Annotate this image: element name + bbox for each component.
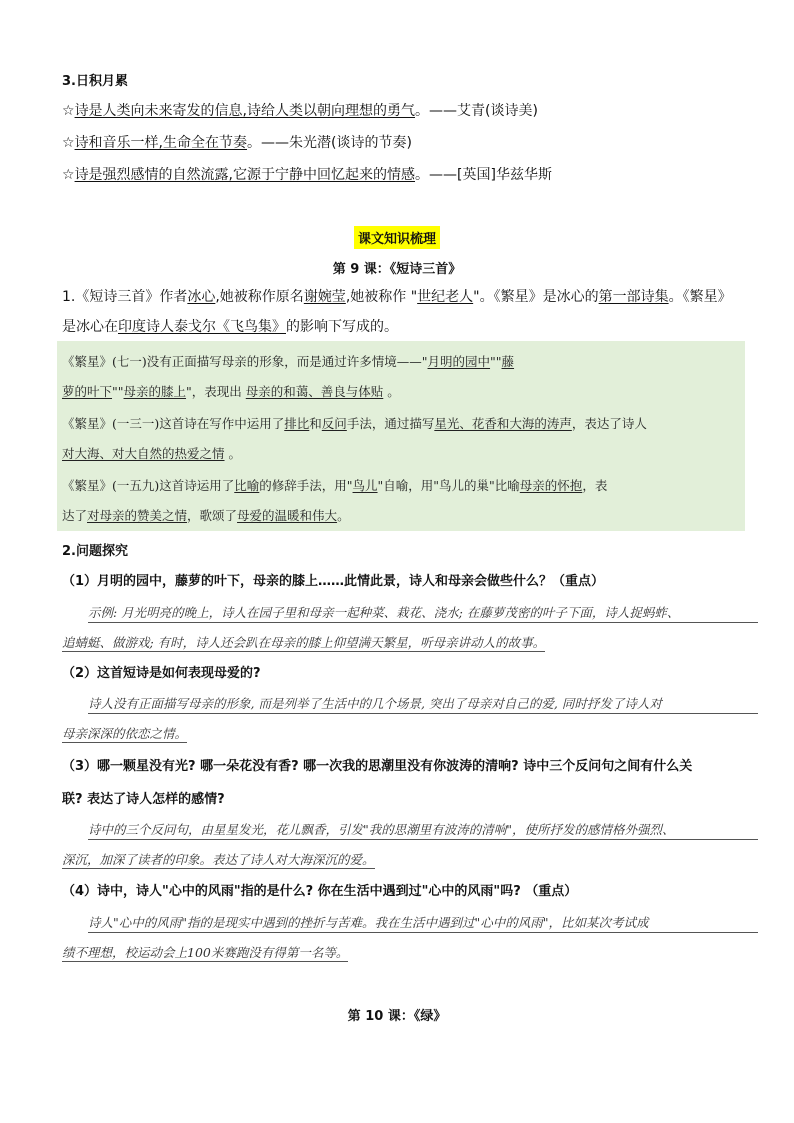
- green-line-4: [62, 444, 742, 462]
- star-icon: ☆: [62, 167, 75, 183]
- question-2: （2）这首短诗是如何表现母爱的?: [62, 666, 261, 681]
- quote-source: 。——[英国]华兹华斯: [415, 167, 552, 183]
- blank-answer: 月明的园中: [427, 354, 491, 369]
- section-heading-accumulate: 3.日积月累: [62, 74, 128, 89]
- question-4: （4）诗中，诗人"心中的风雨"指的是什么? 你在生活中遇到过"心中的风雨"吗? （重点）: [62, 884, 578, 899]
- text: "": [490, 354, 502, 369]
- answer-3-line-2: [62, 850, 752, 868]
- text: "自喻，用"鸟儿的巢"比喻: [377, 478, 520, 493]
- text: 和: [309, 416, 322, 431]
- text: ，表达了诗人: [571, 416, 647, 431]
- text: ，歌颂了: [187, 508, 238, 523]
- text: "": [112, 384, 124, 399]
- quote-text: 诗和音乐一样,生命全在节奏: [74, 135, 248, 151]
- text: "。《繁星》是冰心的: [473, 289, 599, 305]
- text: 手法，通过描写: [346, 416, 435, 431]
- section-title: 课文知识梳理: [354, 226, 440, 249]
- text: ，表: [582, 478, 608, 493]
- answer-text: 母亲深深的依恋之情。: [62, 726, 188, 741]
- quote-source: 。——朱光潜(谈诗的节奏): [247, 135, 412, 151]
- blank-answer: 印度诗人泰戈尔《飞鸟集》: [118, 319, 286, 335]
- answer-text: 绩不理想，校运动会上100米赛跑没有得第一名等。: [62, 945, 349, 960]
- green-line-2: [62, 382, 742, 400]
- blank-answer: 反问: [321, 416, 347, 431]
- blank-answer: 第一部诗集: [598, 289, 669, 305]
- answer-text: 深沉，加深了读者的印象。表达了诗人对大海深沉的爱。: [62, 852, 375, 867]
- question-1: （1）月明的园中，藤萝的叶下，母亲的膝上……此情此景，诗人和母亲会做些什么？（重点）: [62, 574, 605, 589]
- blank-answer: 星光、花香和大海的涛声: [434, 416, 572, 431]
- blank-answer: 母亲的和蔼、善良与体贴: [245, 384, 384, 399]
- answer-text: 追蜻蜓、做游戏; 有时，诗人还会趴在母亲的膝上仰望满天繁星，听母亲讲动人的故事。: [62, 635, 546, 650]
- text: ,她被称作 ": [345, 289, 418, 305]
- text: 是冰心在: [62, 319, 118, 335]
- text: 的影响下写成的。: [286, 319, 398, 335]
- green-line-3: [62, 414, 742, 432]
- question-3-line-1: （3）哪一颗星没有光? 哪一朵花没有香? 哪一次我的思潮里没有你波涛的清响? 诗中三个反问句之间有什么关: [62, 759, 693, 774]
- answer-3-line-1: 诗中的三个反问句，由星星发光，花儿飘香，引发"我的思潮里有波涛的清响"，使所抒发的感情格外强烈、: [88, 820, 758, 840]
- answer-1-line-2: [62, 633, 752, 651]
- star-icon: ☆: [62, 135, 75, 151]
- text: 《繁星》(一三一)这首诗在写作中运用了: [62, 416, 285, 431]
- section-heading-inquiry: 2.问题探究: [62, 544, 128, 559]
- text: ,她被称作原名: [215, 289, 304, 305]
- blank-answer: 对母亲的赞美之情: [87, 508, 188, 523]
- blank-answer: 比喻: [234, 478, 260, 493]
- intro-line-2: [62, 313, 752, 341]
- section-title-wrap: [0, 226, 794, 249]
- text: 达了: [62, 508, 88, 523]
- quote-text: 诗是人类向未来寄发的信息,诗给人类以朝向理想的勇气: [74, 103, 416, 119]
- answer-4-line-1: 诗人"心中的风雨"指的是现实中遇到的挫折与苦难。我在生活中遇到过"心中的风雨"，比如某次考试成: [88, 913, 758, 933]
- answer-1-line-1: 示例: 月光明亮的晚上，诗人在园子里和母亲一起种菜、栽花、浇水; 在藤萝茂密的叶子下面，诗人捉蚂蚱、: [88, 603, 758, 623]
- blank-answer: 谢婉莹: [303, 289, 346, 305]
- lesson-10-title: 第 10 课：《绿》: [347, 1009, 447, 1024]
- blank-answer: 鸟儿: [352, 478, 378, 493]
- star-icon: ☆: [62, 103, 75, 119]
- blank-answer: 藤: [501, 354, 515, 369]
- quote-line-2: [62, 132, 752, 152]
- intro-line-1: [62, 283, 752, 311]
- quote-line-3: [62, 164, 752, 184]
- text: 《繁星》(一五九)这首诗运用了: [62, 478, 235, 493]
- text: 的修辞手法，用": [259, 478, 353, 493]
- blank-answer: 冰心: [187, 289, 216, 305]
- blank-answer: 对大海、对大自然的热爱之情: [62, 446, 225, 461]
- green-line-5: [62, 476, 742, 494]
- text: 《繁星》(七一)没有正面描写母亲的形象，而是通过许多情境——": [62, 354, 428, 369]
- blank-answer: 母亲的膝上: [123, 384, 187, 399]
- text: 1.《短诗三首》作者: [62, 289, 188, 305]
- blank-answer: 母爱的温暖和伟大: [237, 508, 338, 523]
- question-3-line-2: 联? 表达了诗人怎样的感情?: [62, 792, 225, 807]
- green-line-6: [62, 506, 742, 524]
- answer-2-line-2: [62, 724, 752, 742]
- text: "，表现出: [186, 384, 246, 399]
- blank-answer: 排比: [284, 416, 310, 431]
- answer-4-line-2: [62, 943, 752, 961]
- text: 。: [383, 384, 400, 399]
- text: 。: [224, 446, 241, 461]
- blank-answer: 母亲的怀抱: [519, 478, 583, 493]
- quote-text: 诗是强烈感情的自然流露,它源于宁静中回忆起来的情感: [74, 167, 416, 183]
- quote-source: 。——艾青(谈诗美): [415, 103, 538, 119]
- text: 。: [337, 508, 350, 523]
- quote-line-1: [62, 100, 752, 120]
- blank-answer: 萝的叶下: [62, 384, 113, 399]
- blank-answer: 世纪老人: [417, 289, 474, 305]
- green-line-1: [62, 352, 742, 370]
- lesson-9-title: 第 9 课：《短诗三首》: [332, 262, 462, 277]
- answer-2-line-1: 诗人没有正面描写母亲的形象, 而是列举了生活中的几个场景, 突出了母亲对自己的爱, 同时抒发了诗人对: [88, 694, 758, 714]
- text: 。《繁星》: [668, 289, 732, 305]
